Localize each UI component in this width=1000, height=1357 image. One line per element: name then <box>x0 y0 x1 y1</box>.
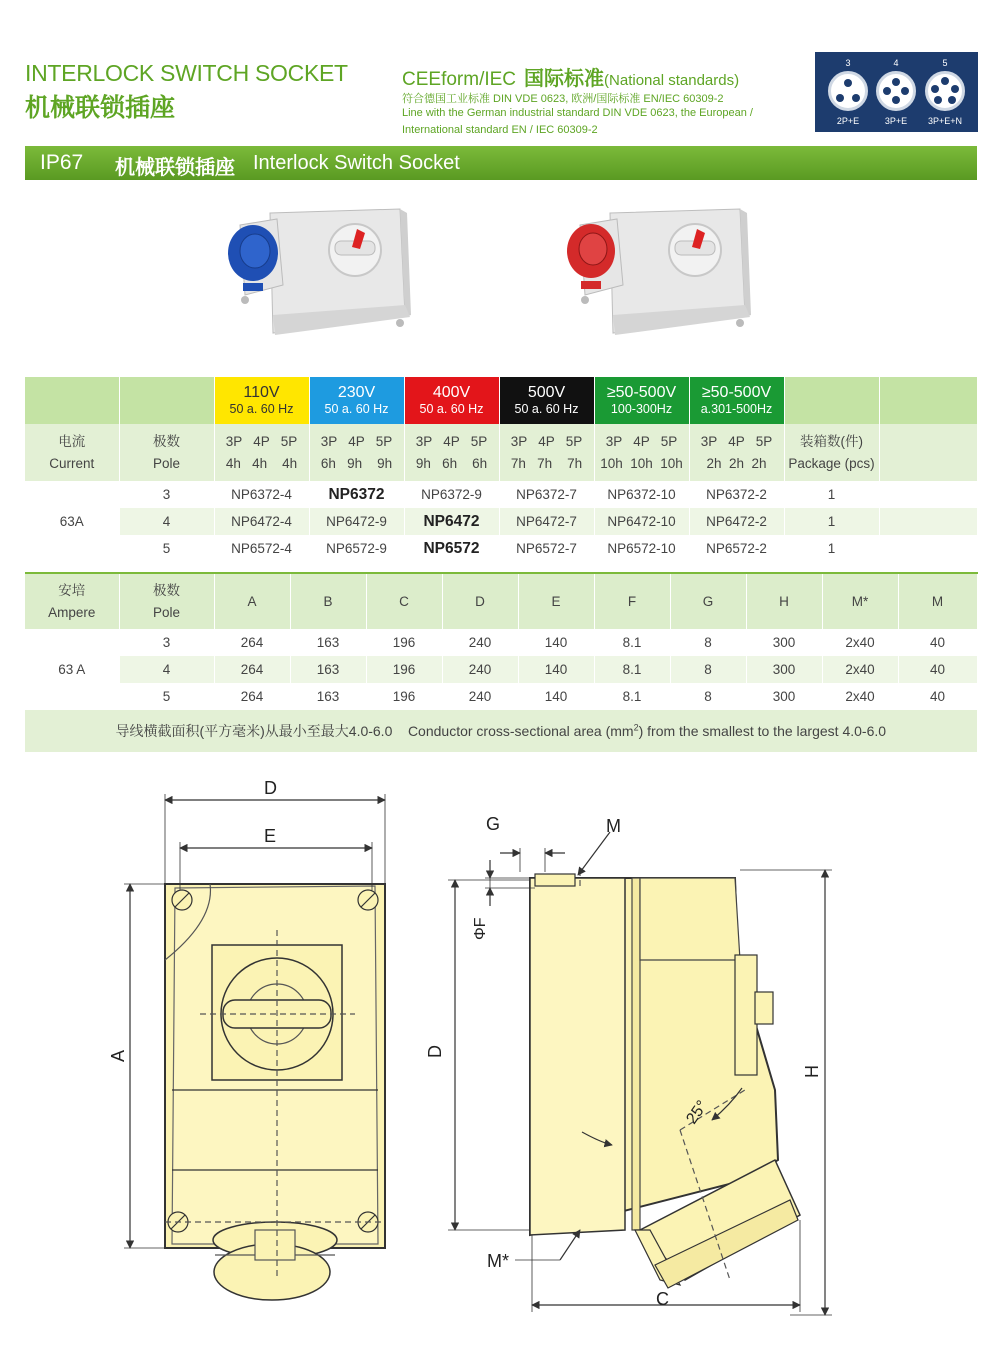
dim-col-m: M <box>898 573 977 629</box>
pole-value: 5 <box>119 535 214 562</box>
package-value: 1 <box>784 508 879 535</box>
header-ampere: 安培 Ampere <box>25 573 119 629</box>
model-code: NP6372-7 <box>499 481 594 508</box>
model-code: NP6472 <box>404 508 499 535</box>
model-code: NP6572 <box>404 535 499 562</box>
spec-table <box>25 377 978 562</box>
voltage-cell-400v: 400V 50 a. 60 Hz <box>404 377 499 424</box>
model-code: NP6572-10 <box>594 535 689 562</box>
pole-diagram-panel <box>815 52 978 132</box>
dim-value: 240 <box>442 683 518 710</box>
product-image-red <box>555 205 755 345</box>
model-code: NP6372 <box>309 481 404 508</box>
dim-col-mstar: M* <box>822 573 898 629</box>
spec-header-row <box>25 424 977 481</box>
dim-value: 40 <box>898 683 977 710</box>
header-pole: 极数 Pole <box>119 573 214 629</box>
voltage-cell-500v: 500V 50 a. 60 Hz <box>499 377 594 424</box>
section-bar <box>25 146 977 180</box>
pole-label: 3P+E <box>884 116 908 126</box>
spec-row-3 <box>25 481 977 508</box>
dim-col-g: G <box>670 573 746 629</box>
dimension-row-4 <box>25 656 977 683</box>
pole-number: 3 <box>845 58 851 68</box>
empty-cell <box>879 424 977 481</box>
dim-value: 8 <box>670 656 746 683</box>
standard-line-en-1: Line with the German industrial standard DIN VDE 0623, the European / <box>402 107 753 119</box>
dim-label-mstar: M* <box>487 1251 509 1271</box>
header-pole-set: 3P 4P 5P 4h 4h 4h <box>214 424 309 481</box>
pole-label: 3P+E+N <box>927 116 963 126</box>
empty-cell <box>879 481 977 508</box>
header-pole-set: 3P 4P 5P 2h 2h 2h <box>689 424 784 481</box>
model-code: NP6472-4 <box>214 508 309 535</box>
current-value: 63A <box>25 481 119 562</box>
standard-title <box>402 62 739 91</box>
header-pole-set: 3P 4P 5P 6h 9h 9h <box>309 424 404 481</box>
header-package: 装箱数(件) Package (pcs) <box>784 424 879 481</box>
dim-col-a: A <box>214 573 290 629</box>
dim-value: 300 <box>746 656 822 683</box>
empty-cell <box>119 377 214 424</box>
technical-drawing <box>0 760 1000 1340</box>
dim-value: 8.1 <box>594 629 670 656</box>
dim-value: 2x40 <box>822 656 898 683</box>
product-image-blue <box>215 205 415 345</box>
dim-label-angle: 25° <box>683 1097 712 1128</box>
dim-value: 8.1 <box>594 683 670 710</box>
pole-diagram-3 <box>821 52 875 132</box>
dim-col-d: D <box>442 573 518 629</box>
dim-col-c: C <box>366 573 442 629</box>
standard-line-cn: 符合德国工业标准 DIN VDE 0623, 欧洲/国际标准 EN/IEC 60309-2 <box>402 93 724 105</box>
model-code: NP6372-4 <box>214 481 309 508</box>
empty-cell <box>879 535 977 562</box>
header-pole: 极数 Pole <box>119 424 214 481</box>
model-code: NP6472-7 <box>499 508 594 535</box>
dim-value: 163 <box>290 683 366 710</box>
dim-label-m: M <box>606 816 621 836</box>
front-view <box>124 794 385 1340</box>
dim-value: 264 <box>214 656 290 683</box>
section-title-en: Interlock Switch Socket <box>253 152 460 174</box>
pole-value: 4 <box>119 656 214 683</box>
dim-value: 163 <box>290 629 366 656</box>
standard-title-cn: 国际标准 <box>524 68 605 90</box>
socket-face-icon <box>876 71 916 111</box>
pole-value: 5 <box>119 683 214 710</box>
dim-value: 2x40 <box>822 683 898 710</box>
standard-line-en-2: International standard EN / IEC 60309-2 <box>402 124 598 136</box>
dim-value: 8.1 <box>594 656 670 683</box>
empty-cell <box>25 377 119 424</box>
dim-value: 163 <box>290 656 366 683</box>
header-pole-set: 3P 4P 5P 10h 10h 10h <box>594 424 689 481</box>
dim-value: 8 <box>670 683 746 710</box>
dim-value: 240 <box>442 629 518 656</box>
dim-value: 300 <box>746 683 822 710</box>
pole-value: 3 <box>119 481 214 508</box>
voltage-cell-110v: 110V 50 a. 60 Hz <box>214 377 309 424</box>
dim-value: 196 <box>366 683 442 710</box>
conductor-note-row <box>25 710 977 752</box>
dim-label-d-side: D <box>425 1045 445 1058</box>
pole-label: 2P+E <box>836 116 860 126</box>
dim-label-d-front: D <box>264 778 277 798</box>
section-title-cn: 机械联锁插座 <box>115 157 235 179</box>
dim-value: 140 <box>518 683 594 710</box>
pole-value: 4 <box>119 508 214 535</box>
dim-value: 8 <box>670 629 746 656</box>
spec-row-4 <box>25 508 977 535</box>
standard-title-note: (National standards) <box>604 72 740 89</box>
voltage-row <box>25 377 977 424</box>
dimension-row-5 <box>25 683 977 710</box>
voltage-cell-301-500hz: ≥50-500V a.301-500Hz <box>689 377 784 424</box>
title-en: INTERLOCK SWITCH SOCKET <box>25 60 348 86</box>
dim-value: 264 <box>214 683 290 710</box>
pole-diagram-4 <box>869 52 923 132</box>
dim-col-b: B <box>290 573 366 629</box>
title-cn: 机械联锁插座 <box>25 94 176 122</box>
model-code: NP6372-2 <box>689 481 784 508</box>
section-code: IP67 <box>40 151 84 174</box>
dim-col-f: F <box>594 573 670 629</box>
model-code: NP6472-9 <box>309 508 404 535</box>
dim-value: 2x40 <box>822 629 898 656</box>
dimension-header-row <box>25 573 977 629</box>
standard-title-en: CEEform/IEC <box>402 69 517 90</box>
header-current: 电流 Current <box>25 424 119 481</box>
dim-value: 40 <box>898 629 977 656</box>
dim-value: 196 <box>366 656 442 683</box>
socket-face-icon <box>828 71 868 111</box>
dim-label-g: G <box>486 814 501 834</box>
dim-value: 240 <box>442 656 518 683</box>
pole-number: 4 <box>893 58 899 68</box>
header-pole-set: 3P 4P 5P 7h 7h 7h <box>499 424 594 481</box>
spec-row-5 <box>25 535 977 562</box>
dim-label-f: ΦF <box>472 917 489 940</box>
dimension-row-3 <box>25 629 977 656</box>
dim-label-h: H <box>802 1065 822 1078</box>
dim-label-a: A <box>108 1049 128 1062</box>
model-code: NP6372-9 <box>404 481 499 508</box>
socket-face-icon <box>925 71 965 111</box>
dim-col-e: E <box>518 573 594 629</box>
dim-value: 264 <box>214 629 290 656</box>
package-value: 1 <box>784 481 879 508</box>
dim-label-e: E <box>264 826 277 846</box>
voltage-cell-100-300hz: ≥50-500V 100-300Hz <box>594 377 689 424</box>
empty-cell <box>879 377 977 424</box>
model-code: NP6472-2 <box>689 508 784 535</box>
model-code: NP6572-7 <box>499 535 594 562</box>
voltage-cell-230v: 230V 50 a. 60 Hz <box>309 377 404 424</box>
model-code: NP6572-2 <box>689 535 784 562</box>
dim-label-c: C <box>656 1289 669 1309</box>
model-code: NP6572-9 <box>309 535 404 562</box>
dim-value: 300 <box>746 629 822 656</box>
pole-diagram-5 <box>918 52 972 132</box>
pole-value: 3 <box>119 629 214 656</box>
empty-cell <box>879 508 977 535</box>
package-value: 1 <box>784 535 879 562</box>
dim-value: 40 <box>898 656 977 683</box>
conductor-note: 导线横截面积(平方毫米)从最小至最大4.0-6.0 Conductor cross-sectional area $(mm^2)$ from the smallest to the largest 4.0-6.0 <box>25 710 977 752</box>
dim-value: 196 <box>366 629 442 656</box>
dimension-table <box>25 572 978 752</box>
ampere-value: 63 A <box>25 629 119 710</box>
model-code: NP6372-10 <box>594 481 689 508</box>
model-code: NP6572-4 <box>214 535 309 562</box>
empty-cell <box>784 377 879 424</box>
dim-col-h: H <box>746 573 822 629</box>
dim-value: 140 <box>518 656 594 683</box>
header-pole-set: 3P 4P 5P 9h 6h 6h <box>404 424 499 481</box>
dim-value: 140 <box>518 629 594 656</box>
model-code: NP6472-10 <box>594 508 689 535</box>
pole-number: 5 <box>942 58 948 68</box>
